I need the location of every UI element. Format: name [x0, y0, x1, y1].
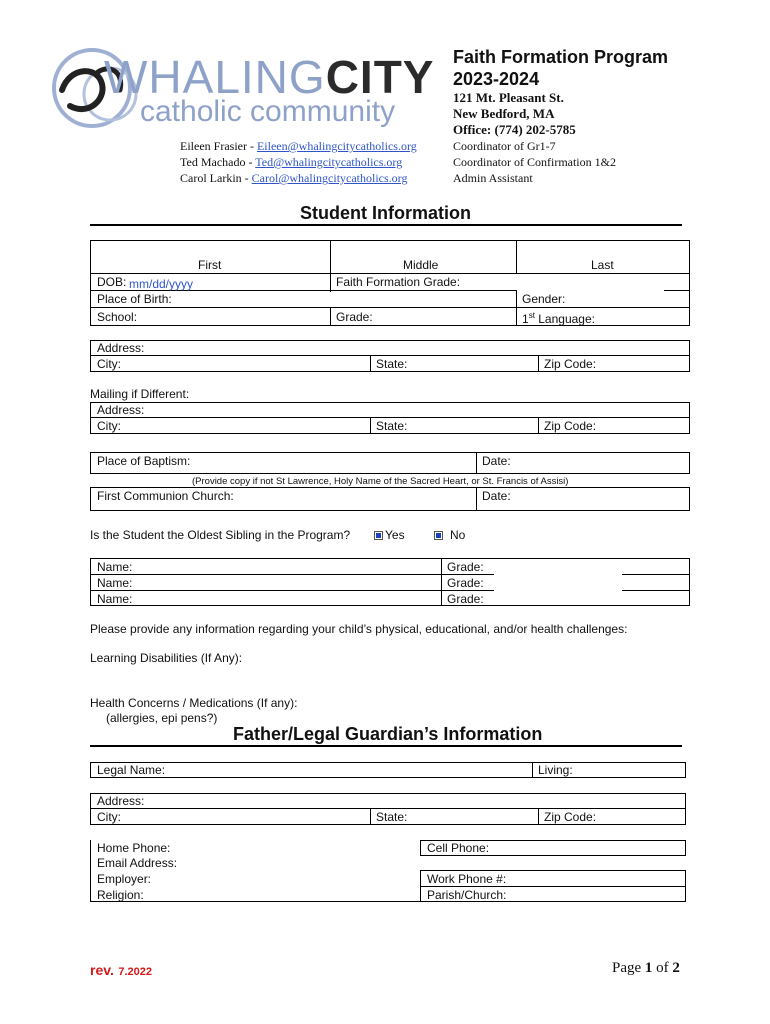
oldest-no-option[interactable]: No	[434, 528, 465, 542]
logo	[40, 44, 440, 136]
religion-label: Religion:	[97, 888, 144, 902]
section-divider	[90, 224, 682, 226]
ff-grade-label: Faith Formation Grade:	[336, 275, 461, 289]
program-address-line1: 121 Mt. Pleasant St.	[453, 90, 564, 105]
program-title: Faith Formation Program	[453, 47, 669, 67]
work-phone-label: Work Phone #:	[427, 872, 507, 886]
dob-label: DOB:	[97, 275, 127, 289]
legal-name-row	[90, 762, 686, 778]
father-section-title: Father/Legal Guardian’s Information	[233, 724, 543, 744]
baptism-place-label: Place of Baptism:	[97, 454, 191, 468]
middle-name-label: Middle	[403, 258, 439, 272]
baptism-date-label: Date:	[482, 454, 511, 468]
gender-label: Gender:	[522, 292, 566, 306]
middle-name-field[interactable]	[331, 241, 515, 257]
email-link-carol[interactable]: Carol@whalingcitycatholics.org	[251, 171, 408, 185]
city-label: City:	[97, 357, 121, 371]
home-phone-label: Home Phone:	[97, 841, 171, 855]
grade-label: Grade:	[336, 310, 373, 324]
sibling-3-name-label: Name:	[97, 592, 133, 606]
oldest-sibling-question: Is the Student the Oldest Sibling in the Program?	[90, 528, 351, 542]
baptism-note: (Provide copy if not St Lawrence, Holy Name of the Sacred Heart, or St. Francis of Assisi)	[192, 476, 569, 487]
parish-church-label: Parish/Church:	[427, 888, 507, 902]
program-office-phone: Office: (774) 202-5785	[453, 122, 576, 137]
sibling-3-grade-label: Grade:	[447, 592, 484, 606]
challenges-prompt: Please provide any information regarding your child’s physical, educational, and/or health challenges:	[90, 622, 628, 636]
father-city-label: City:	[97, 810, 121, 824]
address-label: Address:	[97, 341, 145, 355]
staff-contact-eileen: Eileen Frasier - Eileen@whalingcitycatholics.org	[180, 139, 417, 153]
employer-label: Employer:	[97, 872, 152, 886]
logo-word-whaling: WHALING	[104, 51, 326, 103]
staff-role-eileen: Coordinator of Gr1-7	[453, 139, 556, 153]
email-address-label: Email Address:	[97, 856, 178, 870]
staff-contact-ted: Ted Machado - Ted@whalingcitycatholics.org	[180, 155, 403, 169]
staff-contacts	[180, 138, 417, 186]
last-name-field[interactable]	[517, 241, 689, 257]
mailing-city-label: City:	[97, 419, 121, 433]
dob-input[interactable]: mm/dd/yyyy	[129, 277, 194, 291]
siblings-block	[90, 558, 690, 606]
sibling-1-grade-label: Grade:	[447, 560, 484, 574]
state-label: State:	[376, 357, 408, 371]
father-address-label: Address:	[97, 794, 145, 808]
first-name-field[interactable]	[91, 241, 329, 257]
legal-name-label: Legal Name:	[97, 763, 166, 777]
health-concerns-label: Health Concerns / Medications (If any):	[90, 696, 298, 710]
cell-phone-label: Cell Phone:	[427, 841, 490, 855]
first-language-label: 1st Language:	[522, 311, 595, 326]
last-name-label: Last	[591, 258, 614, 272]
zip-label: Zip Code:	[544, 357, 597, 371]
communion-church-label: First Communion Church:	[97, 489, 234, 503]
father-state-label: State:	[376, 810, 408, 824]
mailing-zip-label: Zip Code:	[544, 419, 597, 433]
program-address-line2: New Bedford, MA	[453, 106, 555, 121]
oldest-yes-option[interactable]: Yes	[374, 528, 405, 542]
staff-role-ted: Coordinator of Confirmation 1&2	[453, 155, 616, 169]
checkbox-no-icon[interactable]	[434, 531, 443, 540]
school-label: School:	[97, 310, 138, 324]
mailing-label: Mailing if Different:	[90, 387, 190, 401]
living-label: Living:	[538, 763, 573, 777]
first-name-label: First	[198, 258, 222, 272]
staff-role-carol: Admin Assistant	[453, 171, 533, 185]
email-link-eileen[interactable]: Eileen@whalingcitycatholics.org	[256, 139, 417, 153]
logo-tagline: catholic community	[140, 95, 396, 128]
section-divider	[90, 745, 682, 747]
program-year: 2023-2024	[453, 69, 540, 89]
sibling-1-name-label: Name:	[97, 560, 133, 574]
checkbox-yes-icon[interactable]	[374, 531, 383, 540]
staff-contact-carol: Carol Larkin - Carol@whalingcitycatholics.org	[180, 171, 408, 185]
mailing-state-label: State:	[376, 419, 408, 433]
mailing-address-label: Address:	[97, 403, 145, 417]
revision-label: rev. 7.2022	[90, 962, 152, 978]
communion-date-label: Date:	[482, 489, 511, 503]
place-of-birth-label: Place of Birth:	[97, 292, 172, 306]
logo-word-city: CITY	[325, 51, 435, 103]
page-number: Page 1 of 2	[612, 960, 680, 976]
email-link-ted[interactable]: Ted@whalingcitycatholics.org	[255, 155, 403, 169]
father-zip-label: Zip Code:	[544, 810, 597, 824]
staff-roles	[453, 138, 616, 186]
health-concerns-sublabel: (allergies, epi pens?)	[106, 711, 218, 725]
sibling-2-grade-label: Grade:	[447, 576, 484, 590]
learning-disabilities-label: Learning Disabilities (If Any):	[90, 651, 243, 665]
sibling-2-name-label: Name:	[97, 576, 133, 590]
student-section-title: Student Information	[300, 203, 471, 223]
